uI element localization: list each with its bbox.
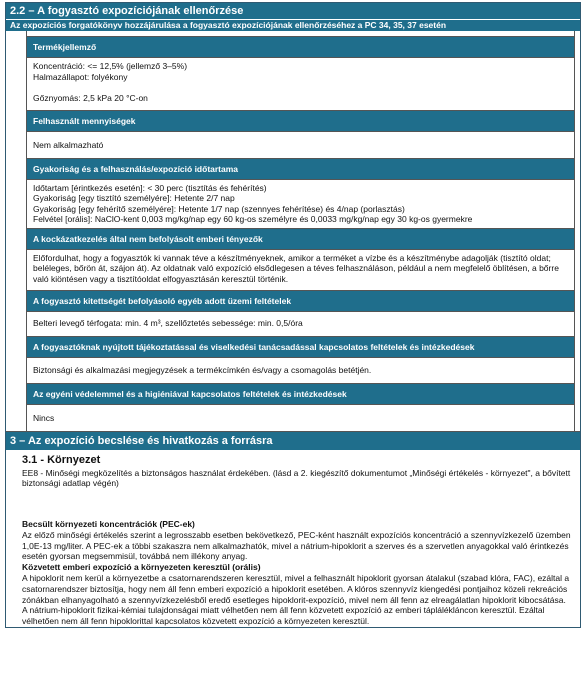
block-body-operational-conditions <box>27 311 574 336</box>
text-line: Gyakoriság [egy tisztító személyére]: Hetente 2/7 nap <box>33 193 235 203</box>
text-line: Felvétel [orális]: NaClO-kent 0,003 mg/kg/nap egy 60 kg-os személyre és 0,0033 mg/kg/nap egy 30 kg-os gyermekre <box>33 214 473 224</box>
text-line: Biztonsági és alkalmazási megjegyzések a termékcímkén és/vagy a csomagolás betétjén. <box>33 364 372 375</box>
document-page <box>5 2 581 628</box>
text-line: Gőznyomás: 2,5 kPa 20 °C-on <box>33 92 148 103</box>
pec-text: Az előző minőségi értékelés szerint a legrosszabb esetben bekövetkező, PEC-ként használt expozíciós koncentráció a szennyvízkezelő üzemben 1,0E-13 mg/liter. A PEC-ek a többi szakaszra nem alkalmazhatók, mivel a nátrium-hipoklorit a szerves és a szervetlen anyagokkal való érintkezés esetén gyorsan megsemmisül, továbbá nem illékony anyag. <box>22 529 571 562</box>
text-line: Halmazállapot: folyékony <box>33 71 128 82</box>
text-line: Koncentráció: <= 12,5% (jellemző 3–5%) <box>33 61 188 71</box>
section-3-1-title: 3.1 - Környezet <box>22 453 101 466</box>
block-body-quantities <box>27 131 574 158</box>
section-2-2-title: 2.2 – A fogyasztó expozíciójának ellenőrzése <box>6 3 580 20</box>
block-heading-product: Termékjellemző <box>27 36 574 57</box>
indirect-exposure-text-2: A nátrium-hipoklorit fizikai-kémiai tulajdonságai miatt vélhetően nem áll fenn közvetett expozíció az emberi táplálékláncon keresztül. Ezáltal vélhetően nem áll fenn hipoklorittal kapcsolatos közvetett expozíció a környezeten keresztül. <box>22 605 545 627</box>
text-line: Időtartam [érintkezés esetén]: < 30 perc (tisztítás és fehérítés) <box>33 182 267 193</box>
section-3-title: 3 – Az expozíció becslése és hivatkozás a forrásra <box>6 431 580 450</box>
text-line: Nem alkalmazható <box>33 140 104 150</box>
text-paragraph: Előfordulhat, hogy a fogyasztók ki vannak téve a készítményeknek, amikor a terméket a vízbe és a készítménybe adagolják (tisztító oldat; beléleges, bőrön át, szájon át). Az oldatnak való expozíció elsődlegesen a téves felhasználáson, például a nem megfelelő öblítésen, a bőrre való kiöntésen vagy a tisztítóoldat elfogyasztásán keresztül történik. <box>33 252 559 284</box>
section-2-2-subtitle: Az expozíciós forgatókönyv hozzájárulása a fogyasztó expozíciójának ellenőrzéséhez a PC 34, 35, 37 esetén <box>6 20 580 31</box>
text-line: Belteri levegő térfogata: min. 4 m³, szellőztetés sebessége: min. 0,5/óra <box>33 318 303 328</box>
text-line: Gyakoriság [egy fehérítő személyére]: Hetente 1/7 nap (szennyes fehérítése) és 4/nap (porlasztás) <box>33 203 405 214</box>
pec-heading: Becsült környezeti koncentrációk (PEC-ek) <box>22 519 195 530</box>
block-heading-operational-conditions: A fogyasztó kitettségét befolyásoló egyéb adott üzemi feltételek <box>27 290 574 311</box>
consumer-exposure-table <box>26 31 575 431</box>
block-body-product <box>27 57 574 106</box>
block-heading-quantities: Felhasznált mennyiségek <box>27 110 574 131</box>
block-body-human-factors <box>27 249 574 288</box>
indirect-exposure-heading: Közvetett emberi expozíció a környezeten keresztül (orális) <box>22 562 261 573</box>
block-heading-human-factors: A kockázatkezelés által nem befolyásolt emberi tényezők <box>27 228 574 249</box>
block-body-personal-protection <box>27 404 574 431</box>
block-heading-personal-protection: Az egyéni védelemmel és a higiéniával kapcsolatos feltételek és intézkedések <box>27 383 574 404</box>
block-body-consumer-information <box>27 357 574 384</box>
text-line: Nincs <box>33 413 55 423</box>
block-heading-frequency: Gyakoriság és a felhasználás/expozíció időtartama <box>27 158 574 179</box>
block-heading-consumer-information: A fogyasztóknak nyújtott tájékoztatással és viselkedési tanácsadással kapcsolatos feltételek és intézkedések <box>27 336 574 357</box>
block-body-frequency <box>27 179 574 228</box>
text-line <box>33 82 568 93</box>
indirect-exposure-text: A hipoklorit nem kerül a környezetbe a csatornarendszeren keresztül, mivel a felhasznált hipoklorit gyorsan átalakul (szabad klóra, FAC), ezáltal a csatornarendszer biztosítja, hogy nem áll fenn emberi expozíció a hipoklorit esetében. A klóros szennyvíz kiengedési pontjaihoz közeli rekreációs zónákban elhanyagolható a szennyvízkezelésből eredő esetleges hipoklorit-expozíció, mivel nem áll fenn az elreagálatlan hipoklorit kibocsátása. <box>22 573 570 605</box>
environment-intro: EE8 - Minőségi megközelítés a biztonságos használat érdekében. (lásd a 2. kiegészítő dokumentumot „Minőségi értékelés - környezet", a bővített biztonsági adatlap végén) <box>22 467 571 489</box>
